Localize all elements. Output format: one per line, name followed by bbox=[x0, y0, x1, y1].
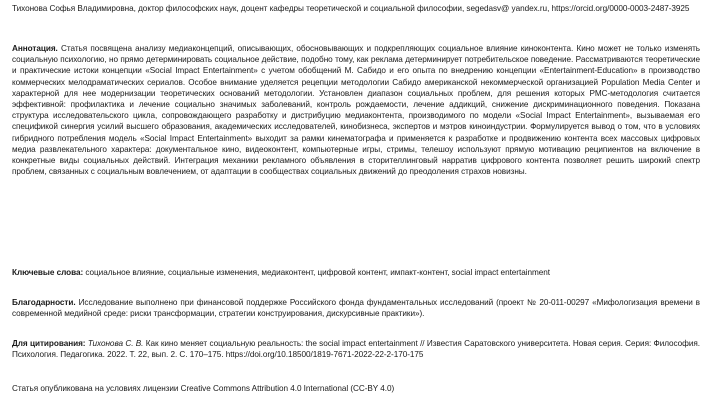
citation-text: Как кино меняет социальную реальность: the social impact entertainment // Известия Саратовского университета. Новая серия. Серия: Философия. Психология. Педагогика. 2022. Т. 22, вып. 2. С. 170–175. bbox=[12, 339, 700, 360]
citation-author: Тихонова С. В. bbox=[87, 339, 144, 348]
acknowledgements-label: Благодарности. bbox=[12, 298, 76, 307]
doi-link[interactable]: https://doi.org/10.18500/1819-7671-2022-22-2-170-175 bbox=[225, 350, 424, 360]
abstract-text: Статья посвящена анализу медиаконцепций, описывающих, обосновывающих и подкрепляющих социальное влияние киноконтента. Кино может не только изменять социальную психологию, но прямо детерминировать социальное действие, подобно тому, как реклама детерминирует потребительское поведение. Рассматриваются теоретические и практические истоки концепции «Social Impact Entertainment» с учетом обобщений М. Сабидо и его опыта по внедрению концепции «Entertainment-Education» в производство коммерческих мелодраматических сериалов. Особое внимание уделяется рецепции методологии Сабидо американской некоммерческой организацией Population Media Center и характерной для нее модернизации теоретических оснований методологии. Установлен диапазон социальных проблем, для решения которых PMC-методология считается эффективной: профилактика и лечение социально значимых заболеваний, контроль рождаемости, лечение аддикций, снижение дискриминационного поведения. Показана структура исследовательского цикла, сопровождающего разработку и дистрибуцию медиаконтента, производимого по модели «Social Impact Entertainment», вызываемая его спецификой синергия усилий высшего образования, академических исследователей, кинобизнеса, экспертов и мэтров киноиндустрии. Формулируется вывод о том, что в условиях гибридного потребления модель «Social Impact Entertainment» выходит за рамки кинематографа и применяется к разработке и продвижению контента всех массовых цифровых медиа развлекательного характера: документальное кино, видеоконтент, компьютерные игры, стримы, телешоу используют прямую мотивацию реципиентов на включение в конкретные виды социальных действий. Интеграция механики рекламного объявления в сторителлинговый нарратив цифрового контента позволяет решить широкий спектр проблем, связанных с социальным вовлечением, от адаптации в сообществах социальных движений до преодоления страхов новизны. bbox=[12, 44, 700, 177]
acknowledgements bbox=[12, 297, 700, 319]
acknowledgements-text: Исследование выполнено при финансовой поддержке Российского фонда фундаментальных исследований (проект № 20-011-00297 «Мифологизация времени в современной медийной среде: риски трансформации, стратегии конструирования, дискурсивные практики»). bbox=[12, 298, 700, 319]
author-info: Тихонова Софья Владимировна, доктор философских наук, доцент кафедры теоретической и социальной философии, segedasv@ yandex.ru, https://orcid.org/0000-0003-2487-3925 bbox=[12, 4, 690, 13]
abstract-label: Аннотация. bbox=[12, 44, 58, 53]
citation-label: Для цитирования: bbox=[12, 339, 86, 348]
keywords-text: социальное влияние, социальные изменения, медиаконтент, цифровой контент, импакт-контент, social impact entertainment bbox=[85, 268, 550, 277]
keywords bbox=[12, 267, 700, 278]
author-text: Тихонова Софья Владимировна, доктор философских наук, доцент кафедры теоретической и социальной философии, segedasv@ bbox=[12, 4, 510, 13]
abstract bbox=[12, 43, 700, 177]
citation bbox=[12, 338, 700, 360]
keywords-label: Ключевые слова: bbox=[12, 268, 84, 277]
orcid-link[interactable]: https://orcid.org/0000-0003-2487-3925 bbox=[551, 4, 690, 13]
license-note: Статья опубликована на условиях лицензии Creative Commons Attribution 4.0 International (CC-BY 4.0) bbox=[12, 384, 395, 393]
author-email-tail: yandex.ru bbox=[511, 4, 548, 13]
